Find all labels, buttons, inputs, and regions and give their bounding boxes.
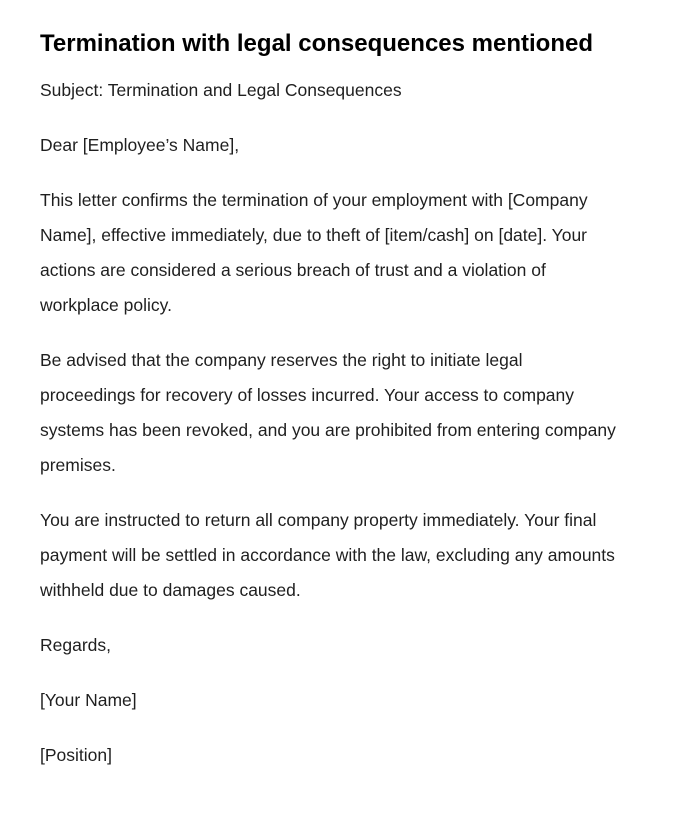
signature-name: [Your Name]	[40, 690, 137, 710]
body-paragraph-2: Be advised that the company reserves the right to initiate legal proceedings for recovery of losses incurred. Your access to company systems has been revoked, and you are prohibited from entering company premises.	[40, 350, 616, 475]
signature-position: [Position]	[40, 745, 112, 765]
closing: Regards,	[40, 635, 112, 655]
salutation: Dear [Employee’s Name],	[40, 135, 240, 155]
document-title: Termination with legal consequences mentioned	[40, 30, 593, 57]
body-paragraph-3: You are instructed to return all company property immediately. Your final payment will be settled in accordance with the law, excluding any amounts withheld due to damages caused.	[40, 510, 615, 600]
subject-line: Subject: Termination and Legal Consequences	[40, 80, 402, 100]
body-paragraph-1: This letter confirms the termination of your employment with [Company Name], effective immediately, due to theft of [item/cash] on [date]. Your actions are considered a serious breach of trust and a violation of workplace policy.	[40, 190, 588, 315]
